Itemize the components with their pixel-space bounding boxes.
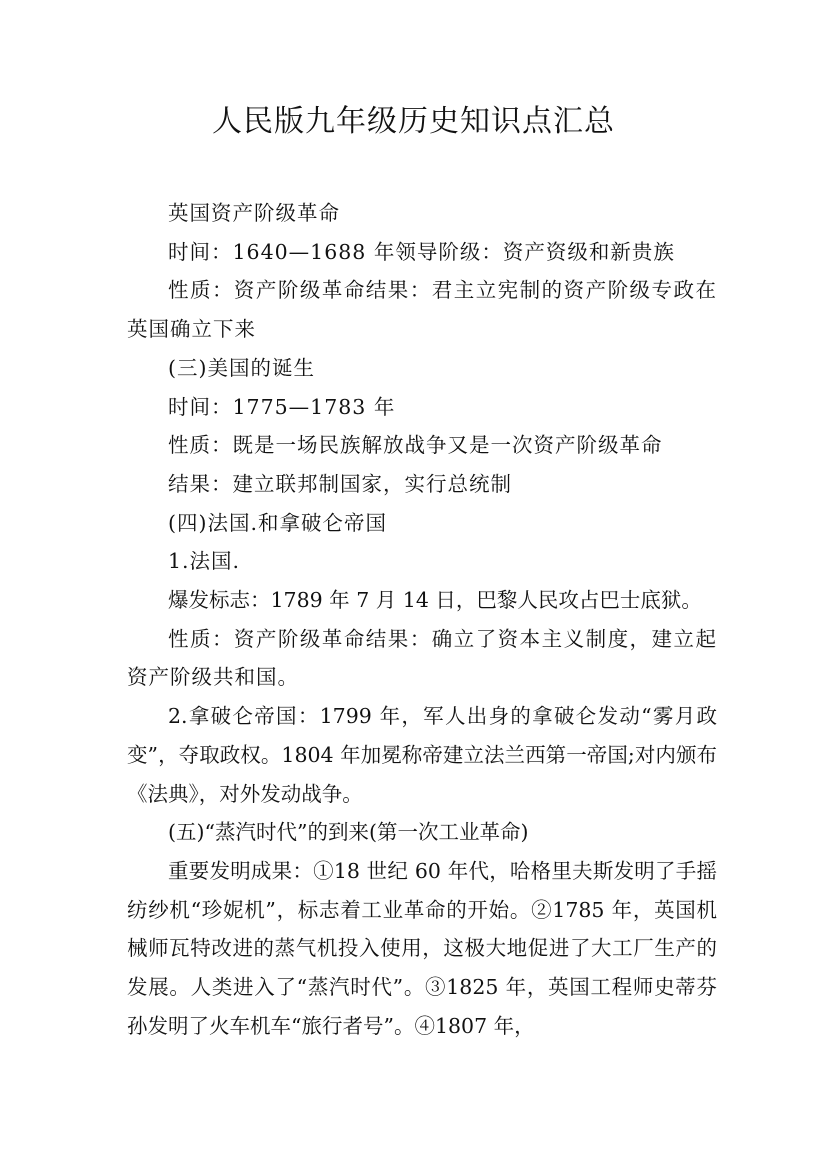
- paragraph: 1.法国.: [168, 549, 241, 574]
- document-body: [127, 194, 717, 1045]
- paragraph: 性质：资产阶级革命结果：确立了资本主义制度，建立起资产阶级共和国。: [127, 626, 717, 690]
- paragraph: (三)美国的诞生: [168, 355, 315, 380]
- paragraph: 性质：既是一场民族解放战争又是一次资产阶级革命: [168, 433, 663, 458]
- paragraph: 重要发明成果：①18 世纪 60 年代，哈格里夫斯发明了手摇纺纱机“珍妮机”，标志着工业革命的开始。②1785 年，英国机械师瓦特改进的蒸气机投入使用，这极大地促进了大工厂生产的发展。人类进入了“蒸汽时代”。③1825 年，英国工程师史蒂芬孙发明了火车机车“旅行者号”。④1807 年，: [127, 858, 717, 1038]
- document-title: 人民版九年级历史知识点汇总: [212, 104, 615, 139]
- paragraph: (四)法国.和拿破仑帝国: [168, 510, 388, 535]
- paragraph: 结果：建立联邦制国家，实行总统制: [168, 471, 512, 496]
- paragraph: 时间：1640—1688 年领导阶级：资产资级和新贵族: [168, 239, 675, 264]
- paragraph: 性质：资产阶级革命结果：君主立宪制的资产阶级专政在英国确立下来: [127, 278, 717, 342]
- paragraph: 时间：1775—1783 年: [168, 394, 396, 419]
- paragraph: 2.拿破仑帝国：1799 年，军人出身的拿破仑发动“雾月政变”，夺取政权。1804 年加冕称帝建立法兰西第一帝国;对内颁布《法典》，对外发动战争。: [127, 704, 717, 806]
- paragraph: 英国资产阶级革命: [168, 201, 340, 225]
- paragraph: 爆发标志：1789 年 7 月 14 日，巴黎人民攻占巴士底狱。: [168, 588, 702, 613]
- paragraph: (五)“蒸汽时代”的到来(第一次工业革命): [168, 820, 529, 845]
